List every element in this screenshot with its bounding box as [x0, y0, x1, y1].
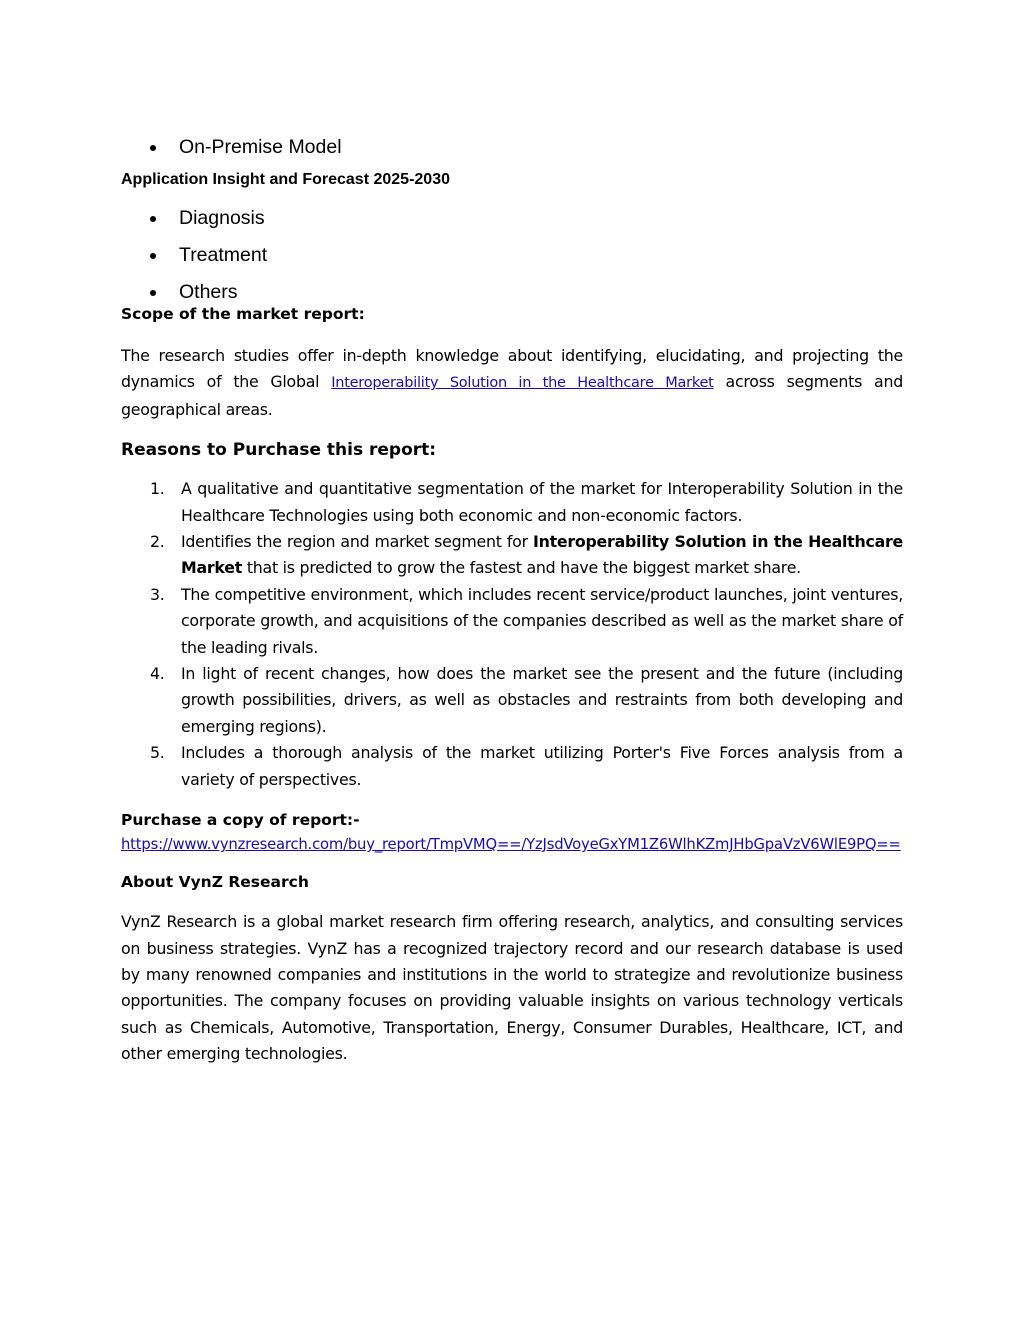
bullet-icon — [150, 253, 156, 259]
reasons-heading-text: Reasons to Purchase this report — [121, 440, 430, 461]
list-item — [121, 529, 903, 582]
scope-market-link[interactable]: Interoperability Solution in the Healthcare Market — [331, 375, 714, 392]
list-item — [121, 661, 903, 740]
list-number: 3. — [150, 584, 165, 604]
reasons-heading — [121, 438, 903, 462]
list-item-label: On-Premise Model — [179, 136, 342, 158]
list-item — [121, 206, 903, 243]
application-heading: Application Insight and Forecast 2025-2030 — [121, 171, 450, 188]
list-item-label: Diagnosis — [179, 207, 265, 229]
list-item — [121, 280, 903, 306]
list-number: 4. — [150, 664, 165, 684]
list-item — [121, 243, 903, 280]
bullet-icon — [150, 145, 156, 151]
purchase-link[interactable]: https://www.vynzresearch.com/buy_report/TmpVMQ==/YzJsdVoyeGxYM1Z6WlhKZmJHbGpaVzV6WlE9PQ== — [121, 836, 901, 854]
list-item-text: Identifies the region and market segment for — [181, 532, 528, 552]
document-page — [121, 0, 903, 1068]
list-item-label: Treatment — [179, 244, 268, 266]
reasons-heading-colon: : — [429, 440, 437, 461]
list-item-bold: Interoperability Solution in the Healthcare Market — [181, 532, 903, 578]
about-heading: About VynZ Research — [121, 873, 309, 892]
scope-paragraph — [121, 343, 903, 423]
purchase-heading: Purchase a copy of report:- — [121, 811, 360, 830]
list-number: 5. — [150, 743, 165, 763]
bullet-icon — [150, 290, 156, 296]
list-item — [121, 582, 903, 661]
list-item-text: The competitive environment, which includes recent service/product launches, joint ventures, corporate growth, and acquisitions of the companies described as well as the market share of the leading rivals. — [181, 584, 903, 657]
deployment-list — [121, 135, 903, 172]
list-item-text: In light of recent changes, how does the market see the present and the future (including growth possibilities, drivers, as well as obstacles and restraints from both developing and emerging regions). — [181, 664, 903, 736]
list-number: 2. — [150, 532, 165, 552]
scope-text-tail: across segments and geographical areas. — [121, 372, 903, 419]
scope-heading: Scope of the market report: — [121, 305, 365, 323]
list-number: 1. — [150, 479, 165, 499]
about-paragraph: VynZ Research is a global market research firm offering research, analytics, and consulting services on business strategies. VynZ has a recognized trajectory record and our research database is used by many renowned companies and institutions in the world to strategize and revolutionize business opportunities. The company focuses on providing valuable insights on various technology verticals such as Chemicals, Automotive, Transportation, Energy, Consumer Durables, Healthcare, ICT, and other emerging technologies. — [121, 912, 903, 1064]
scope-text: The research studies offer in-depth knowledge about identifying, elucidating, and projecting the dynamics of the Global — [121, 346, 903, 392]
list-item-text: A qualitative and quantitative segmentation of the market for Interoperability Solution in the Healthcare Technologies using both economic and non-economic factors. — [181, 479, 903, 525]
purchase-url-paragraph — [121, 832, 903, 857]
list-item-text-tail: that is predicted to grow the fastest and have the biggest market share. — [246, 558, 801, 578]
bullet-icon — [150, 216, 156, 222]
application-list — [121, 206, 903, 306]
list-item — [121, 740, 903, 793]
list-item-label: Others — [179, 281, 238, 303]
list-item — [121, 476, 903, 529]
list-item — [121, 135, 903, 172]
list-item-text: Includes a thorough analysis of the market utilizing Porter's Five Forces analysis from a variety of perspectives. — [181, 743, 903, 789]
reasons-list — [121, 476, 903, 793]
